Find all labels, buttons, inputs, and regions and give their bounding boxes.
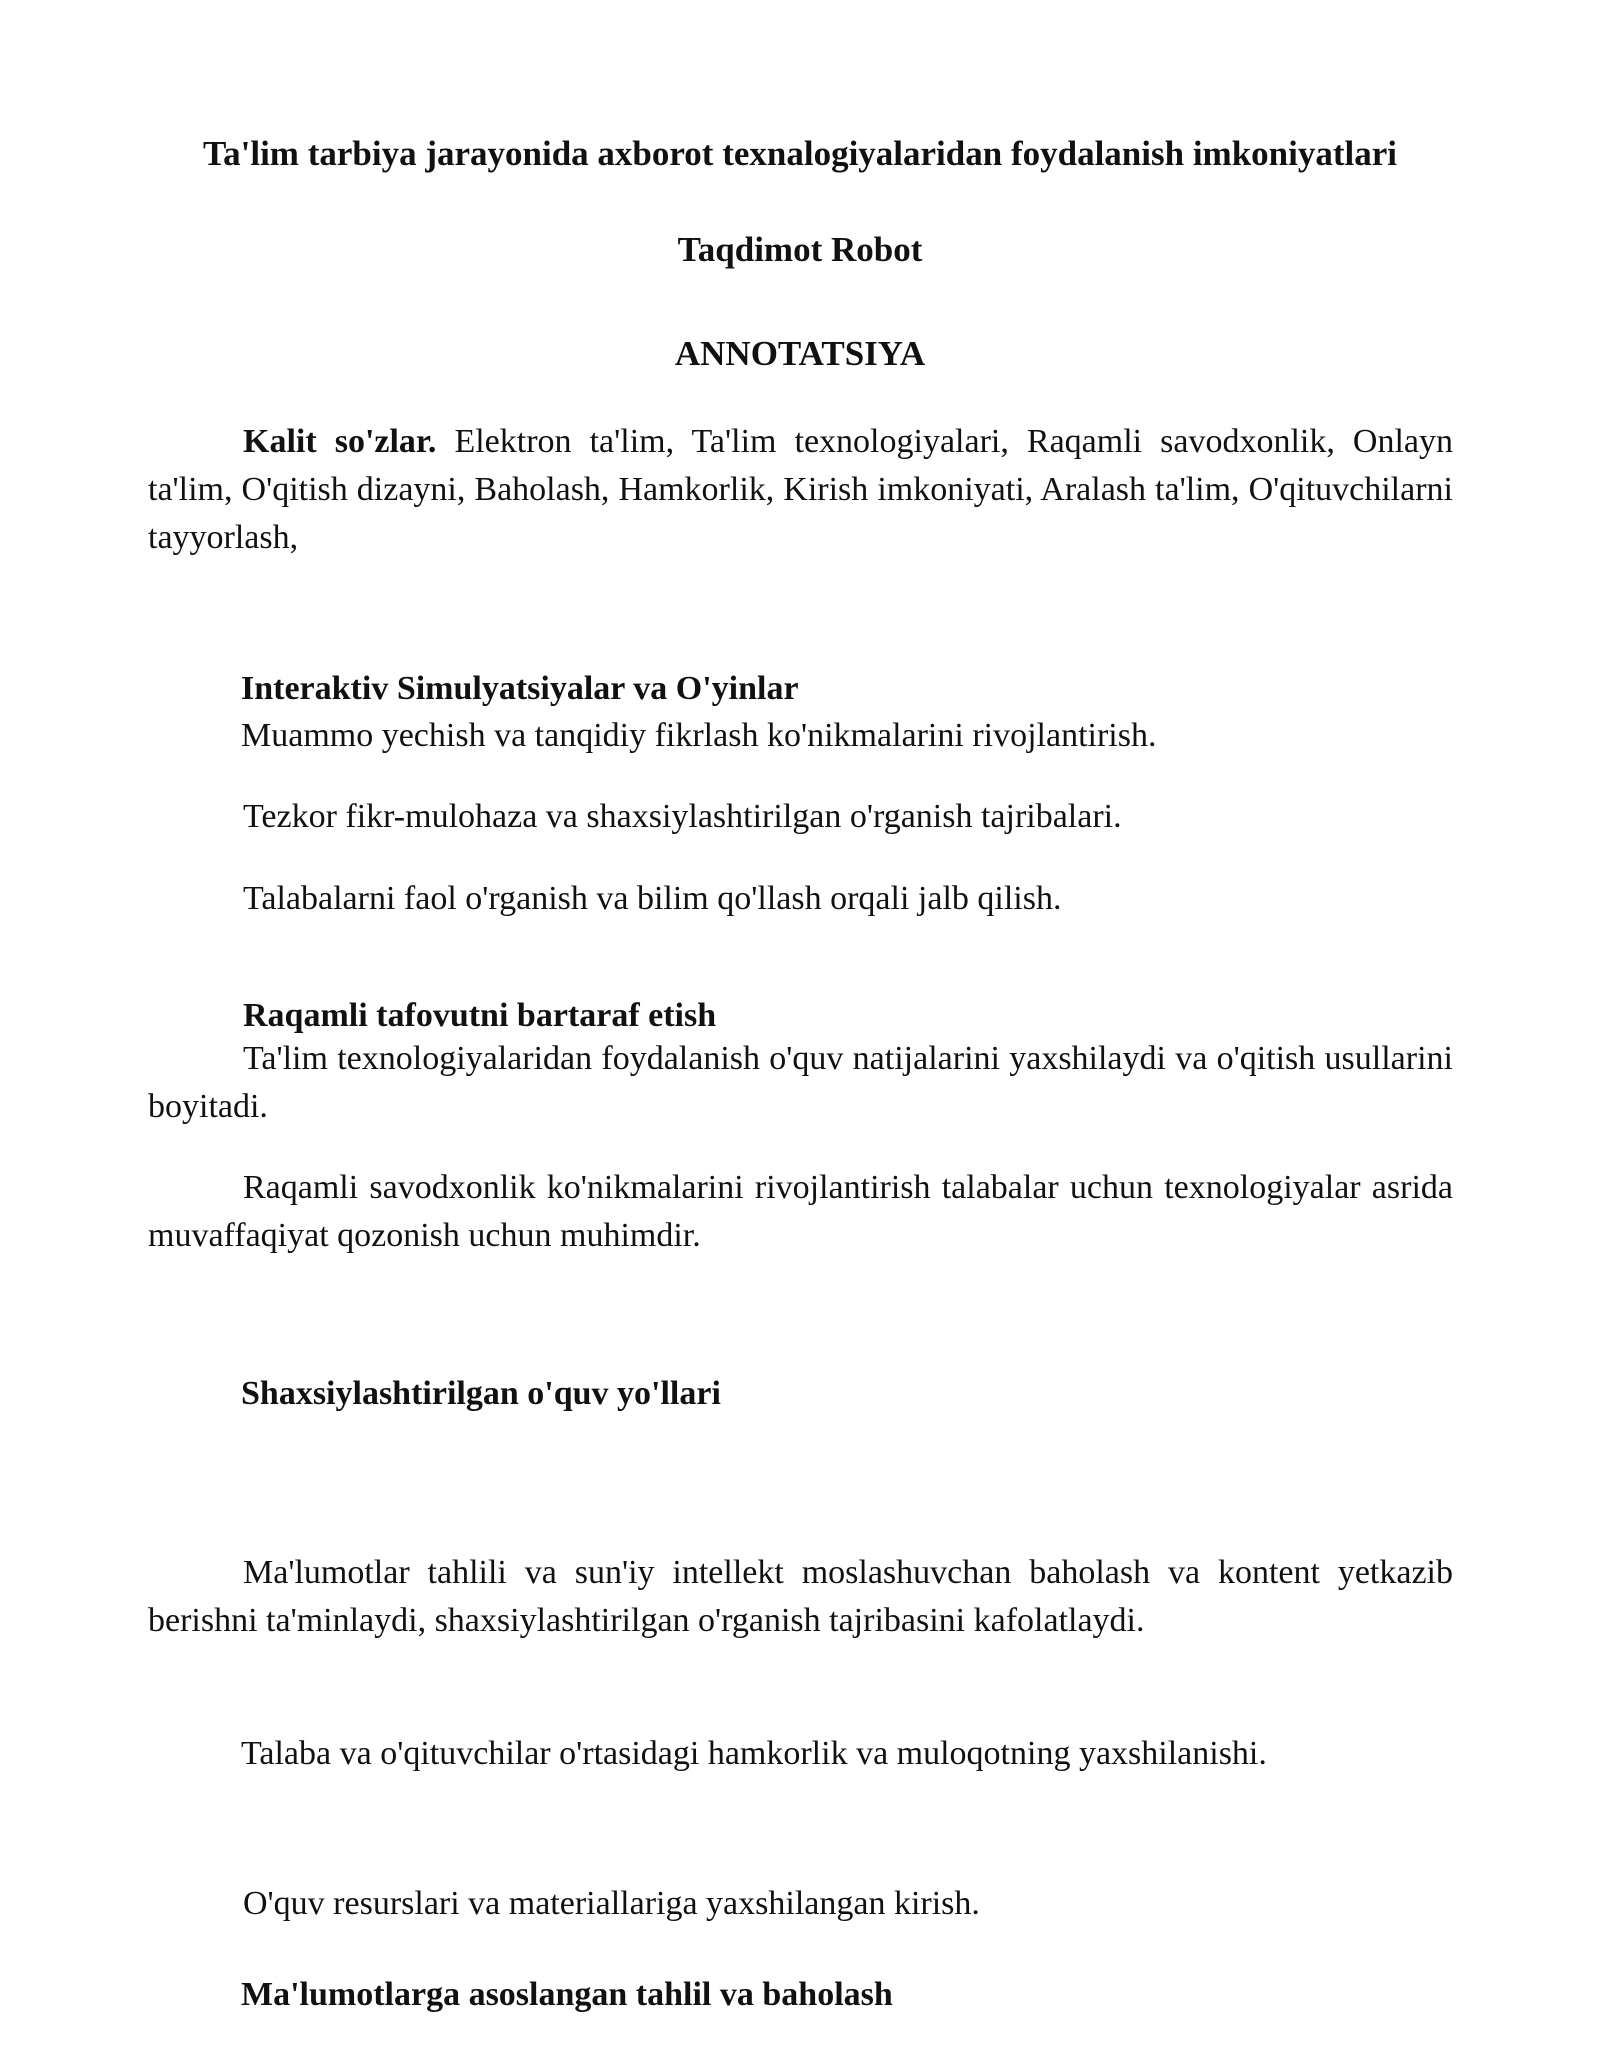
personalized-line-2: Talaba va o'qituvchilar o'rtasidagi hamkorlik va muloqotning yaxshilanishi. <box>241 1735 1267 1772</box>
digital-divide-paragraph-2: Raqamli savodxonlik ko'nikmalarini rivojlantirish talabalar uchun texnologiyalar asrida muvaffaqiyat qozonish uchun muhimdir. <box>148 1169 1453 1254</box>
document-title: Ta'lim tarbiya jarayonida axborot texnalogiyalaridan foydalanish imkoniyatlari <box>202 134 1398 173</box>
personalized-line-3: O'quv resurslari va materiallariga yaxshilangan kirish. <box>243 1885 980 1922</box>
simulations-line-2: Tezkor fikr-mulohaza va shaxsiylashtirilgan o'rganish tajribalari. <box>243 798 1122 835</box>
document-author: Taqdimot Robot <box>677 230 923 269</box>
keywords-text: Elektron ta'lim, Ta'lim texnologiyalari, Raqamli savodxonlik, Onlayn ta'lim, O'qitish dizayni, Baholash, Hamkorlik, Kirish imkoniyati, Aralash ta'lim, O'qituvchilarni tayyorlash, <box>148 423 1453 556</box>
simulations-line-1: Muammo yechish va tanqidiy fikrlash ko'nikmalarini rivojlantirish. <box>241 717 1157 754</box>
section-heading-simulations: Interaktiv Simulyatsiyalar va O'yinlar <box>241 670 799 707</box>
keywords-label: Kalit so'zlar. <box>243 423 437 460</box>
keywords-paragraph <box>148 418 1453 562</box>
section-heading-data-analysis: Ma'lumotlarga asoslangan tahlil va baholash <box>241 1976 893 2013</box>
section-heading-digital-divide: Raqamli tafovutni bartaraf etish <box>243 997 717 1034</box>
digital-divide-paragraph-1: Ta'lim texnologiyalaridan foydalanish o'quv natijalarini yaxshilaydi va o'qitish usullarini boyitadi. <box>148 1040 1453 1125</box>
personalized-paragraph-1: Ma'lumotlar tahlili va sun'iy intellekt moslashuvchan baholash va kontent yetkazib berishni ta'minlaydi, shaxsiylashtirilgan o'rganish tajribasini kafolatlaydi. <box>148 1554 1453 1639</box>
simulations-line-3: Talabalarni faol o'rganish va bilim qo'llash orqali jalb qilish. <box>243 880 1062 917</box>
section-heading-personalized: Shaxsiylashtirilgan o'quv yo'llari <box>241 1375 721 1412</box>
annotation-heading: ANNOTATSIYA <box>674 334 926 373</box>
